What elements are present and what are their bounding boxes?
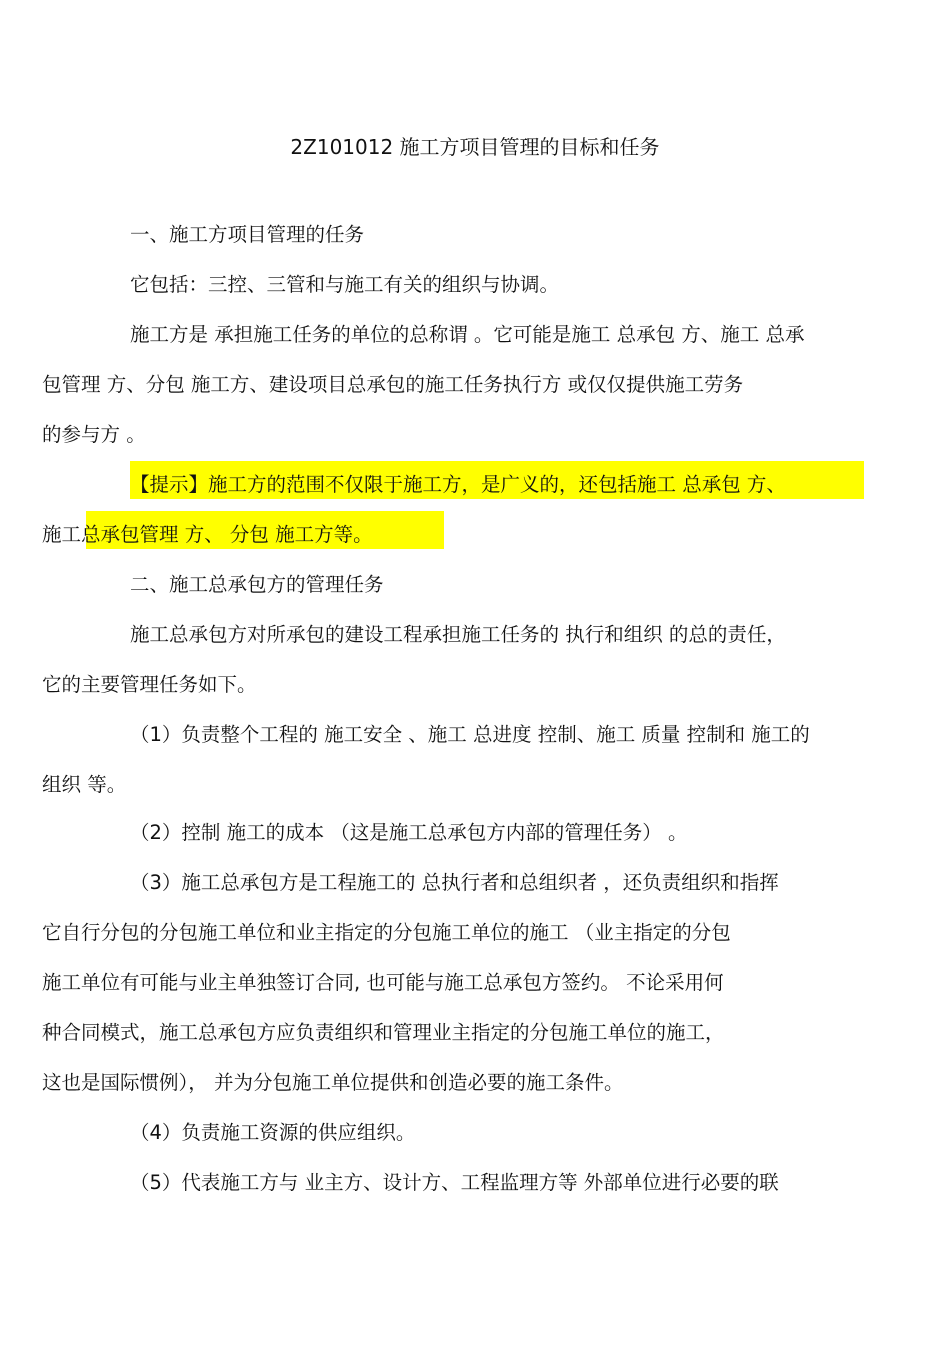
- list-item: [86, 1158, 866, 1208]
- list-item-line: （5）代表施工方与 业主方、设计方、工程监理方等 外部单位进行必要的联: [130, 1171, 779, 1194]
- paragraph-line: 施工方是 承担施工任务的单位的总称谓 。它可能是施工 总承包 方、施工 总承: [130, 323, 805, 346]
- list-item-line: （4）负责施工资源的供应组织。: [130, 1121, 416, 1144]
- list-item: [86, 1108, 866, 1158]
- tip-line: 【提示】施工方的范围不仅限于施工方，是广义的，还包括施工 总承包 方、: [130, 473, 786, 496]
- list-item-line: 种合同模式，施工总承包方应负责组织和管理业主指定的分包施工单位的施工，: [42, 1021, 725, 1044]
- paragraph-line: 它的主要管理任务如下。: [42, 673, 257, 696]
- list-item-line: 它自行分包的分包施工单位和业主指定的分包施工单位的施工 （业主指定的分包: [42, 921, 731, 944]
- tip-paragraph: [42, 460, 866, 560]
- list-item-line: （1）负责整个工程的 施工安全 、施工 总进度 控制、施工 质量 控制和 施工的: [130, 723, 810, 746]
- section-heading-1: 一、施工方项目管理的任务: [130, 223, 365, 246]
- section-heading-2: 二、施工总承包方的管理任务: [130, 573, 384, 596]
- section1-intro: 它包括：三控、三管和与施工有关的组织与协调。: [130, 273, 560, 296]
- list-item: [86, 808, 866, 858]
- paragraph-line: 的参与方 。: [42, 423, 146, 446]
- section2-paragraph: [42, 610, 866, 710]
- list-item: [42, 710, 866, 810]
- list-item-line: 施工单位有可能与业主单独签订合同, 也可能与施工总承包方签约。 不论采用何: [42, 971, 724, 994]
- list-item: [42, 858, 866, 1108]
- tip-line: 施工总承包管理 方、 分包 施工方等。: [42, 523, 373, 546]
- list-item-line: （2）控制 施工的成本 （这是施工总承包方内部的管理任务） 。: [130, 821, 688, 844]
- paragraph-line: 包管理 方、分包 施工方、建设项目总承包的施工任务执行方 或仅仅提供施工劳务: [42, 373, 744, 396]
- paragraph-line: 施工总承包方对所承包的建设工程承担施工任务的 执行和组织 的总的责任，: [130, 623, 786, 646]
- section1-paragraph: [42, 310, 866, 460]
- document-title: 2Z101012 施工方项目管理的目标和任务: [290, 135, 660, 159]
- list-item-line: （3）施工总承包方是工程施工的 总执行者和总组织者 ，还负责组织和指挥: [130, 871, 779, 894]
- list-item-line: 组织 等。: [42, 773, 127, 796]
- list-item-line: 这也是国际惯例）， 并为分包施工单位提供和创造必要的施工条件。: [42, 1071, 624, 1094]
